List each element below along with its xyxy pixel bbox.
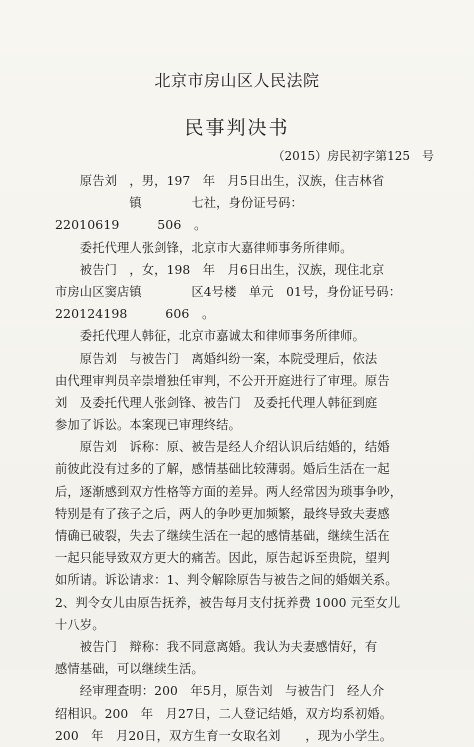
body-line: 由代理审判员辛崇增独任审判，不公开开庭进行了审理。原告: [55, 373, 390, 388]
body-line: 被告门 ，女，198 年 月6日出生，汉族，现住北京: [55, 262, 385, 277]
body-line: 原告刘 诉称：原、被告是经人介绍认识后结婚的，结婚: [55, 440, 390, 455]
body-line: 委托代理人张剑锋，北京市大嘉律师事务所律师。: [55, 240, 353, 255]
body-line: 感情基础，可以继续生活。: [55, 662, 204, 677]
judgment-body: [55, 170, 415, 747]
body-line: 情确已破裂，失去了继续生活在一起的感情基础，继续生活在: [55, 529, 390, 543]
body-line: 200 年 月20日，双方生育一女取名刘 ，现为小学生。: [55, 728, 393, 743]
body-line: 被告门 辩称：我不同意离婚。我认为夫妻感情好，有: [55, 639, 378, 654]
body-line: 刘 及委托代理人张剑锋、被告门 及委托代理人韩征到庭: [55, 395, 378, 410]
body-line: 220124198 606 。: [55, 306, 215, 322]
body-line: 经审理查明：200 年5月，原告刘 与被告门 经人介: [55, 684, 385, 699]
body-line: 前彼此没有过多的了解，感情基础比较薄弱。婚后生活在一起: [55, 462, 390, 477]
body-line: 原告刘 与被告门 离婚纠纷一案，本院受理后，依法: [55, 351, 378, 366]
body-line: 后，逐渐感到双方性格等方面的差异。两人经常因为琐事争吵，: [55, 484, 403, 499]
body-line: 原告刘 ，男，197 年 月5日出生，汉族，住吉林省: [55, 174, 397, 188]
body-line: 镇 七社，身份证号码：: [55, 196, 303, 211]
body-line: 22010619 506 。: [55, 217, 207, 233]
body-line: 2、判令女儿由原告抚养，被告每月支付抚养费 1000 元至女儿: [55, 595, 401, 610]
case-number: （2015）房民初字第125 号: [272, 149, 434, 163]
body-line: 特别是有了孩子之后，两人的争吵更加频繁，最终导致夫妻感: [55, 506, 390, 521]
body-line: 十八岁。: [55, 617, 105, 632]
body-line: 如所请。诉讼请求：1、判令解除原告与被告之间的婚姻关系。: [55, 573, 398, 588]
document-title: 民事判决书: [184, 117, 290, 139]
body-line: 一起只能导致双方更大的痛苦。因此，原告起诉至贵院，望判: [55, 551, 390, 566]
body-line: 委托代理人韩征，北京市嘉诚太和律师事务所律师。: [55, 329, 365, 344]
body-line: 参加了诉讼。本案现已审理终结。: [55, 418, 241, 433]
body-line: 市房山区窦店镇 区4号楼 单元 01号，身份证号码：: [55, 284, 402, 299]
body-line: 绍相识。200 年 月27日，二人登记结婚，双方均系初婚。: [55, 706, 393, 721]
court-name: 北京市房山区人民法院: [154, 71, 320, 90]
